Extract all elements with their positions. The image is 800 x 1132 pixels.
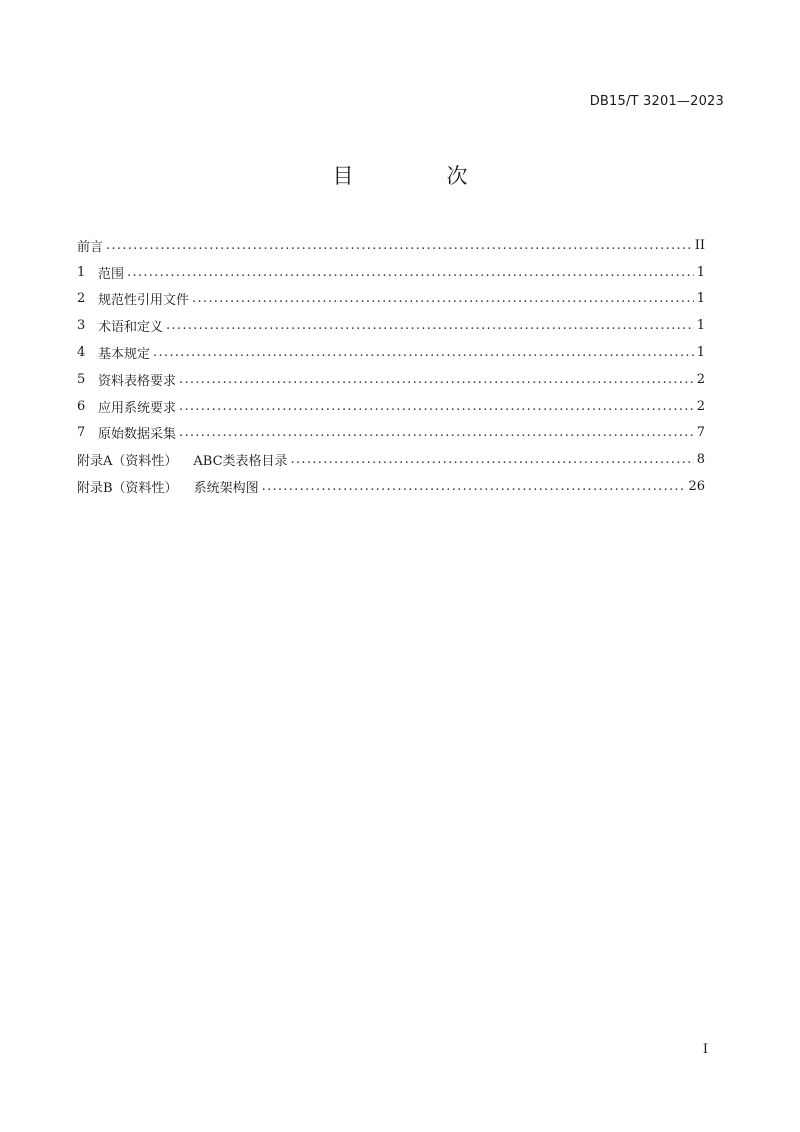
toc-entry-appendix-prefix: 附录A（资料性） xyxy=(77,454,178,470)
toc-entry-system-requirements[interactable] xyxy=(77,393,705,420)
toc-entry-number: 2 xyxy=(77,291,86,307)
toc-entry-label: 基本规定 xyxy=(98,347,151,363)
toc-leader-dots xyxy=(106,238,692,253)
toc-entry-page: 1 xyxy=(696,264,705,280)
toc-entry-number: 1 xyxy=(77,264,86,280)
toc-entry-scope[interactable] xyxy=(77,259,705,286)
toc-leader-dots xyxy=(153,345,694,360)
toc-entry-number: 7 xyxy=(77,425,86,441)
toc-entry-page: 7 xyxy=(696,425,705,441)
toc-entry-page: 2 xyxy=(696,371,705,387)
toc-title: 目 次 xyxy=(332,164,504,188)
toc-leader-dots xyxy=(192,291,694,306)
toc-leader-dots xyxy=(179,425,694,440)
toc-entry-page: 1 xyxy=(696,291,705,307)
toc-entry-label: 系统架构图 xyxy=(193,481,259,497)
page-number: I xyxy=(702,1042,708,1057)
toc-entry-appendix-b[interactable] xyxy=(77,473,705,500)
toc-entry-label: 规范性引用文件 xyxy=(98,293,190,309)
toc-entry-appendix-a[interactable] xyxy=(77,446,705,473)
toc-entry-number: 5 xyxy=(77,371,86,387)
toc-list xyxy=(77,232,705,500)
toc-entry-number: 3 xyxy=(77,318,86,334)
toc-entry-page: 1 xyxy=(696,345,705,361)
toc-leader-dots xyxy=(291,452,694,467)
toc-entry-label: 应用系统要求 xyxy=(98,400,177,416)
toc-entry-form-requirements[interactable] xyxy=(77,366,705,393)
toc-entry-label: ABC类表格目录 xyxy=(193,454,288,470)
toc-entry-number: 4 xyxy=(77,345,86,361)
toc-entry-data-collection[interactable] xyxy=(77,420,705,447)
toc-entry-page: 8 xyxy=(696,452,705,468)
toc-entry-page: 26 xyxy=(688,479,705,495)
toc-entry-number: 6 xyxy=(77,398,86,414)
toc-entry-label: 原始数据采集 xyxy=(98,427,177,443)
toc-entry-page: 2 xyxy=(696,398,705,414)
toc-leader-dots xyxy=(127,265,694,280)
toc-entry-label: 资料表格要求 xyxy=(98,373,177,389)
toc-entry-terms[interactable] xyxy=(77,312,705,339)
toc-leader-dots xyxy=(166,318,694,333)
toc-leader-dots xyxy=(179,399,694,414)
toc-entry-foreword[interactable] xyxy=(77,232,705,259)
toc-entry-label: 前言 xyxy=(77,239,104,255)
toc-entry-label: 范围 xyxy=(98,266,125,282)
document-code: DB15/T 3201—2023 xyxy=(589,94,724,109)
toc-leader-dots xyxy=(262,479,686,494)
toc-entry-page: II xyxy=(694,237,705,253)
toc-entry-basic-provisions[interactable] xyxy=(77,339,705,366)
toc-entry-normative-references[interactable] xyxy=(77,286,705,313)
toc-entry-label: 术语和定义 xyxy=(98,320,164,336)
toc-entry-page: 1 xyxy=(696,318,705,334)
toc-leader-dots xyxy=(179,372,694,387)
toc-entry-appendix-prefix: 附录B（资料性） xyxy=(77,481,178,497)
